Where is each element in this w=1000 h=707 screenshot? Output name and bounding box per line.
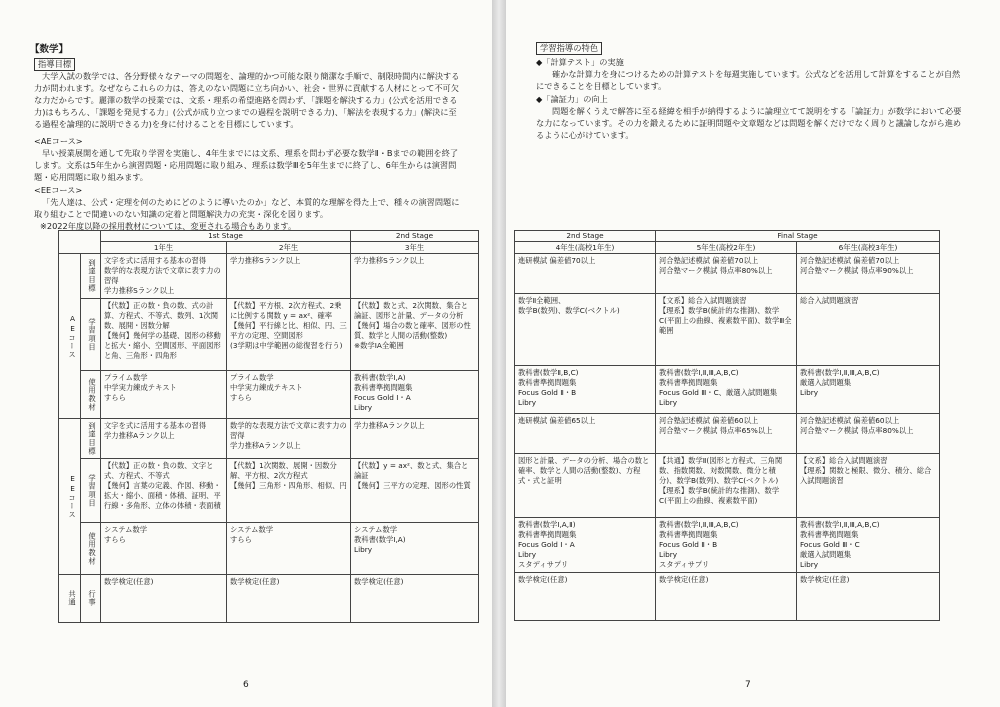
stage-2-header: 2nd Stage <box>515 231 656 242</box>
year-3-header: 3年生 <box>351 242 479 254</box>
goal-text: 大学入試の数学では、各分野様々なテーマの問題を、論理的かつ可能な限り簡潔な手順で、制限時間内に解決する力が問われます。なぜならこれらの力は、答えのない問題に立ち向かい、社会・世界に貢献する人材にとって不可欠な力だからです。麗澤の数学の授業では、文系・理系の希望進路を問わず、「課題を解決する力」(公式を活用できる力)はもちろん、「課題を発見する力」(公式が成り立つまでの過程を説明できる力)、「解法を表現する力」(解決に至る過程を論理的に説明できる力)を身に付けることを目標にしています。 <box>34 71 460 129</box>
ee-course-label: EEコース <box>59 419 81 575</box>
row-label-goal: 到達目標 <box>81 419 101 459</box>
ee-items-y1: 【代数】正の数・負の数、文字と式、方程式、不等式 【幾何】言葉の定義、作図、移動・拡大・縮小、面積・体積、証明、平行線・多角形、立体の体積・表面積 <box>101 459 227 523</box>
ee-materials-y5: 教科書(数学Ⅰ,Ⅱ,Ⅲ,A,B,C) 教科書準拠問題集 Focus Gold Ⅱ・B Libry スタディサプリ <box>656 518 797 573</box>
left-curriculum-table <box>58 230 479 623</box>
ae-materials-y3: 教科書(数学Ⅰ,A) 教科書準拠問題集 Focus Gold Ⅰ・A Libry <box>351 371 479 419</box>
stage-2-header: 2nd Stage <box>351 231 479 242</box>
ee-materials-y4: 教科書(数学Ⅰ,A,Ⅱ) 教科書準拠問題集 Focus Gold Ⅰ・A Libry スタディサプリ <box>515 518 656 573</box>
row-label-materials: 使用教材 <box>81 523 101 575</box>
common-events-y5: 数学検定(任意) <box>656 573 797 621</box>
ee-items-y2: 【代数】1次関数、展開・因数分解、平方根、2次方程式 【幾何】三角形・四角形、相似、円 <box>227 459 351 523</box>
ae-materials-y5: 教科書(数学Ⅰ,Ⅱ,Ⅲ,A,B,C) 教科書準拠問題集 Focus Gold Ⅲ・C、厳選入試問題集 Libry <box>656 366 797 414</box>
ee-materials-y1: システム数学 すらら <box>101 523 227 575</box>
subject-heading: 【数学】 <box>30 44 69 55</box>
feature-2-title: ◆「論証力」の向上 <box>536 94 608 104</box>
ae-items-y3: 【代数】数と式、2次関数、集合と論証、図形と計量、データの分析 【幾何】場合の数と確率、図形の性質、数学と人間の活動(整数) ※数学ⅠA全範囲 <box>351 299 479 371</box>
ae-goal-y2: 学力推移Sランク以上 <box>227 254 351 299</box>
ee-materials-y6: 教科書(数学Ⅰ,Ⅱ,Ⅲ,A,B,C) 教科書準拠問題集 Focus Gold Ⅲ・C 厳選入試問題集 Libry <box>797 518 940 573</box>
feature-1-title: ◆「計算テスト」の実施 <box>536 57 624 67</box>
ae-items-y4: 数学Ⅱ全範囲、 数学B(数列)、数学C(ベクトル) <box>515 294 656 366</box>
row-label-materials: 使用教材 <box>81 371 101 419</box>
ae-goal-y3: 学力推移Sランク以上 <box>351 254 479 299</box>
ae-items-y5: 【文系】総合入試問題演習 【理系】数学B(統計的な推測)、数学C(平面上の曲線、複素数平面)、数学Ⅲ全範囲 <box>656 294 797 366</box>
year-4-header: 4年生(高校1年生) <box>515 242 656 254</box>
ee-goal-y1: 文字を式に活用する基本の習得 学力推移Aランク以上 <box>101 419 227 459</box>
feature-2-text: 問題を解くうえで解答に至る経緯を相手が納得するように論理立てて説明をする「論証力」が数学において必要な力になっています。その力を鍛えるために証明問題や文章題などは問題を解くだけでなく周りと議論しながら進めるように心がけています。 <box>536 106 962 140</box>
ee-items-y5: 【共通】数学Ⅱ(図形と方程式、三角関数、指数関数、対数関数、微分と積分)、数学B(数列)、数学C(ベクトル) 【理系】数学B(統計的な推測)、数学C(平面上の曲線、複素数平面) <box>656 454 797 518</box>
year-1-header: 1年生 <box>101 242 227 254</box>
stage-1-header: 1st Stage <box>101 231 351 242</box>
ae-goal-y6: 河合塾記述模試 偏差値70以上 河合塾マーク模試 得点率90%以上 <box>797 254 940 294</box>
common-events-y2: 数学検定(任意) <box>227 575 351 623</box>
feature-1-text: 確かな計算力を身につけるための計算テストを毎週実施しています。公式などを活用して計算をすることが自然にできることを目標としています。 <box>536 69 961 91</box>
ee-goal-y4: 進研模試 偏差値65以上 <box>515 414 656 454</box>
goal-label: 指導目標 <box>34 58 75 71</box>
ee-goal-y3: 学力推移Aランク以上 <box>351 419 479 459</box>
materials-note: ※2022年度以降の採用教材については、変更される場合もあります。 <box>40 221 297 231</box>
ae-heading: <AEコース> <box>34 136 83 146</box>
common-events-y1: 数学検定(任意) <box>101 575 227 623</box>
year-2-header: 2年生 <box>227 242 351 254</box>
ae-materials-y4: 教科書(数学Ⅱ,B,C) 教科書準拠問題集 Focus Gold Ⅱ・B Libry <box>515 366 656 414</box>
ae-goal-y1: 文字を式に活用する基本の習得 数学的な表現方法で文章に表す力の習得 学力推移Sランク以上 <box>101 254 227 299</box>
ee-heading: <EEコース> <box>34 185 83 195</box>
ae-materials-y2: プライム数学 中学実力練成テキスト すらら <box>227 371 351 419</box>
ee-items-y4: 図形と計量、データの分析、場合の数と確率、数学と人間の活動(整数)、方程式・式と証明 <box>515 454 656 518</box>
row-label-events: 行事 <box>81 575 101 623</box>
ae-goal-y4: 進研模試 偏差値70以上 <box>515 254 656 294</box>
ee-items-y6: 【文系】総合入試問題演習 【理系】関数と極限、微分、積分、総合入試問題演習 <box>797 454 940 518</box>
ee-materials-y2: システム数学 すらら <box>227 523 351 575</box>
page-number-7: 7 <box>745 680 751 690</box>
ee-goal-y5: 河合塾記述模試 偏差値60以上 河合塾マーク模試 得点率65%以上 <box>656 414 797 454</box>
ae-goal-y5: 河合塾記述模試 偏差値70以上 河合塾マーク模試 得点率80%以上 <box>656 254 797 294</box>
book-gutter <box>492 0 506 707</box>
features-label: 学習指導の特色 <box>536 42 602 55</box>
common-events-y3: 数学検定(任意) <box>351 575 479 623</box>
ee-materials-y3: システム数学 教科書(数学Ⅰ,A) Libry <box>351 523 479 575</box>
year-5-header: 5年生(高校2年生) <box>656 242 797 254</box>
page-number-6: 6 <box>243 680 249 690</box>
corner-cell <box>59 231 101 254</box>
ae-materials-y6: 教科書(数学Ⅰ,Ⅱ,Ⅲ,A,B,C) 厳選入試問題集 Libry <box>797 366 940 414</box>
year-6-header: 6年生(高校3年生) <box>797 242 940 254</box>
page-6 <box>0 0 492 707</box>
final-stage-header: Final Stage <box>656 231 940 242</box>
row-label-items: 学習項目 <box>81 459 101 523</box>
ae-items-y2: 【代数】平方根、2次方程式、2乗に比例する関数 y = ax²、確率 【幾何】平行線と比、相似、円、三平方の定理、空間図形 (3学期は中学範囲の総復習を行う) <box>227 299 351 371</box>
row-label-items: 学習項目 <box>81 299 101 371</box>
ae-course-label: AEコース <box>59 254 81 419</box>
common-events-y6: 数学検定(任意) <box>797 573 940 621</box>
ae-text: 早い授業展開を通して先取り学習を実施し、4年生までには文系、理系を問わず必要な数学Ⅱ・Bまでの範囲を終了します。文系は5年生から演習問題・応用問題に取り組み、理系は数学Ⅲを5年生までに終了し、6年生からは演習問題・応用問題に取り組みます。 <box>34 148 459 182</box>
ee-goal-y6: 河合塾記述模試 偏差値60以上 河合塾マーク模試 得点率80%以上 <box>797 414 940 454</box>
ae-materials-y1: プライム数学 中学実力練成テキスト すらら <box>101 371 227 419</box>
ae-items-y1: 【代数】正の数・負の数、式の計算、方程式、不等式、数列、1次関数、展開・因数分解 【幾何】幾何学の基礎、図形の移動と拡大・縮小、空間図形、平面図形と角、三角形・四角形 <box>101 299 227 371</box>
ae-items-y6: 総合入試問題演習 <box>797 294 940 366</box>
row-label-goal: 到達目標 <box>81 254 101 299</box>
common-events-y4: 数学検定(任意) <box>515 573 656 621</box>
ee-items-y3: 【代数】y = ax²、数と式、集合と論証 【幾何】三平方の定理、図形の性質 <box>351 459 479 523</box>
right-curriculum-table <box>514 230 940 621</box>
ee-goal-y2: 数学的な表現方法で文章に表す力の習得 学力推移Aランク以上 <box>227 419 351 459</box>
page-7 <box>506 0 1000 707</box>
common-label: 共通 <box>59 575 81 623</box>
ee-text: 「先人達は、公式・定理を何のためにどのように導いたのか」など、本質的な理解を得た上で、種々の演習問題に取り組むことで間違いのない知識の定着と問題解決力の充実・深化を図ります。 <box>34 197 460 219</box>
